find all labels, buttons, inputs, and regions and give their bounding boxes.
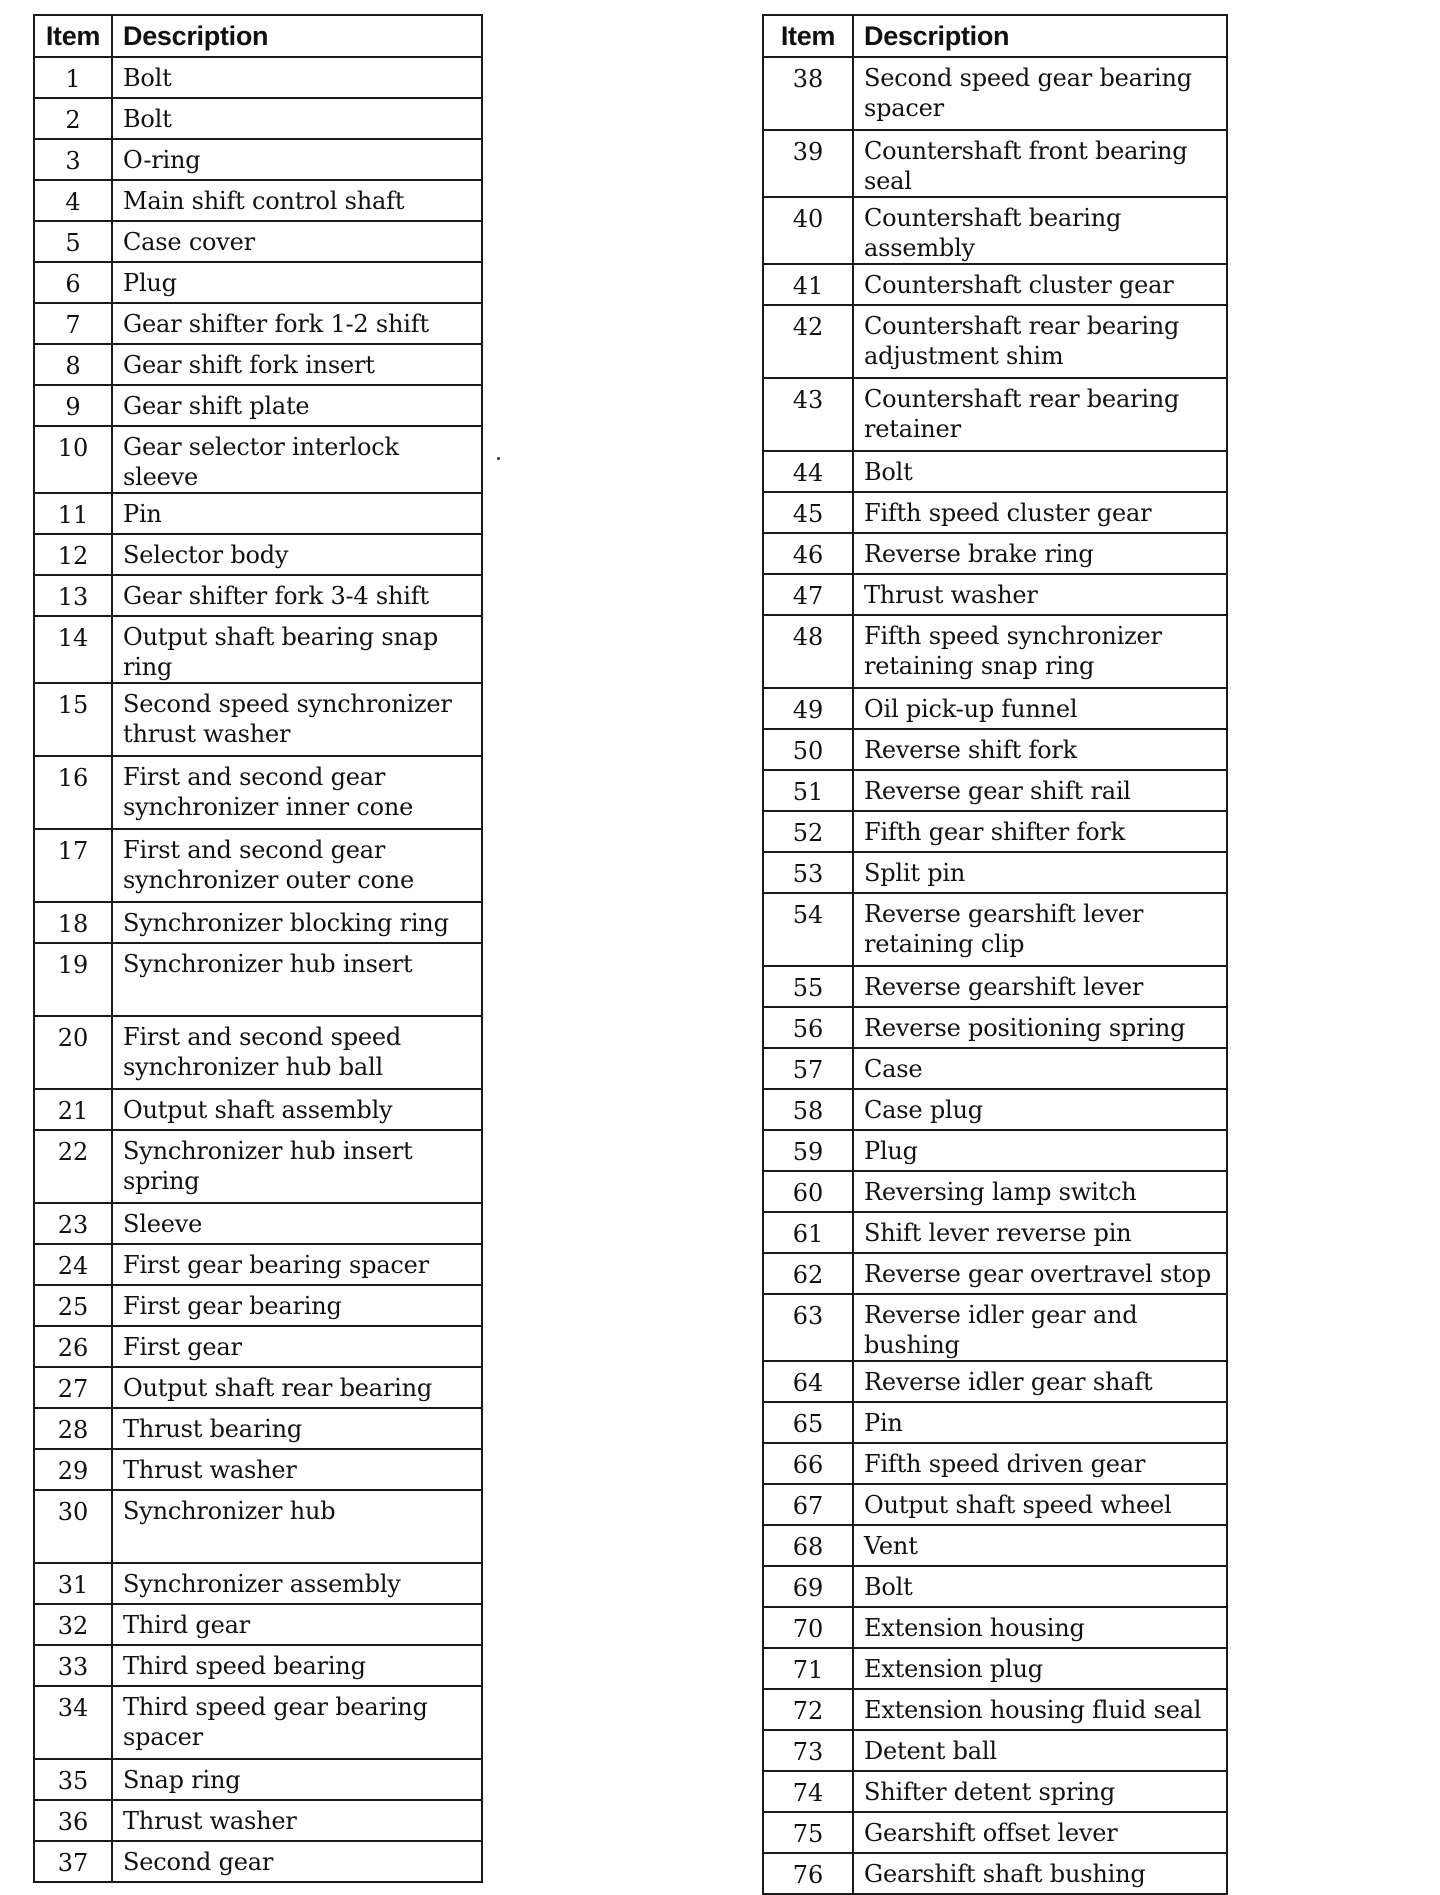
item-description: Fifth gear shifter fork [853, 811, 1227, 852]
item-description: Reversing lamp switch [853, 1171, 1227, 1212]
item-number: 14 [34, 616, 112, 683]
item-number: 56 [763, 1007, 853, 1048]
item-number: 10 [34, 426, 112, 493]
item-description: Gearshift shaft bushing [853, 1853, 1227, 1894]
item-description: Fifth speed synchronizer retaining snap ring [853, 615, 1227, 688]
item-number: 13 [34, 575, 112, 616]
item-number: 67 [763, 1484, 853, 1525]
table-row [763, 1730, 1227, 1771]
item-number: 42 [763, 305, 853, 378]
item-description: Countershaft rear bearing retainer [853, 378, 1227, 451]
item-description: Extension plug [853, 1648, 1227, 1689]
table-row [34, 1759, 482, 1800]
table-row [763, 1130, 1227, 1171]
table-row [34, 1449, 482, 1490]
item-description: Gearshift offset lever [853, 1812, 1227, 1853]
item-number: 62 [763, 1253, 853, 1294]
table-row [763, 1294, 1227, 1361]
item-description: Fifth speed driven gear [853, 1443, 1227, 1484]
item-number: 60 [763, 1171, 853, 1212]
table-row [34, 139, 482, 180]
table-row [763, 1771, 1227, 1812]
item-description: Output shaft bearing snap ring [112, 616, 482, 683]
item-description: Bolt [112, 57, 482, 98]
table-row [34, 98, 482, 139]
item-number: 21 [34, 1089, 112, 1130]
item-description: Vent [853, 1525, 1227, 1566]
item-number: 51 [763, 770, 853, 811]
item-number: 36 [34, 1800, 112, 1841]
item-number: 39 [763, 130, 853, 197]
item-description: Thrust washer [112, 1449, 482, 1490]
item-description: Oil pick-up funnel [853, 688, 1227, 729]
table-row [763, 811, 1227, 852]
table-row [34, 1408, 482, 1449]
table-row [763, 1048, 1227, 1089]
item-description: Gear selector interlock sleeve [112, 426, 482, 493]
table-row [763, 1607, 1227, 1648]
table-row [763, 1853, 1227, 1894]
item-description: Extension housing [853, 1607, 1227, 1648]
table-row [763, 615, 1227, 688]
item-description: Shifter detent spring [853, 1771, 1227, 1812]
item-description: Synchronizer hub insert spring [112, 1130, 482, 1203]
table-row [763, 1648, 1227, 1689]
item-description: Case [853, 1048, 1227, 1089]
item-description: Synchronizer hub [112, 1490, 482, 1563]
scan-speck [497, 457, 500, 460]
table-row [763, 1443, 1227, 1484]
table-row [763, 688, 1227, 729]
table-row [34, 943, 482, 1016]
table-row [763, 305, 1227, 378]
item-number: 12 [34, 534, 112, 575]
table-row [34, 180, 482, 221]
table-row [763, 1484, 1227, 1525]
item-number: 59 [763, 1130, 853, 1171]
item-description: Synchronizer assembly [112, 1563, 482, 1604]
table-row [763, 533, 1227, 574]
table-row [34, 1490, 482, 1563]
item-description: Output shaft rear bearing [112, 1367, 482, 1408]
table-row [763, 574, 1227, 615]
item-description: Plug [112, 262, 482, 303]
item-number: 33 [34, 1645, 112, 1686]
table-row [763, 1812, 1227, 1853]
table-row [34, 1800, 482, 1841]
item-number: 61 [763, 1212, 853, 1253]
item-number: 53 [763, 852, 853, 893]
item-description: Reverse gearshift lever retaining clip [853, 893, 1227, 966]
item-description: Third speed gear bearing spacer [112, 1686, 482, 1759]
table-row [34, 1841, 482, 1882]
item-number: 7 [34, 303, 112, 344]
item-number: 66 [763, 1443, 853, 1484]
item-number: 17 [34, 829, 112, 902]
item-description: First and second gear synchronizer outer cone [112, 829, 482, 902]
item-number: 27 [34, 1367, 112, 1408]
item-description: Main shift control shaft [112, 180, 482, 221]
table-row [34, 829, 482, 902]
item-number: 31 [34, 1563, 112, 1604]
item-description: Output shaft speed wheel [853, 1484, 1227, 1525]
table-row [763, 1212, 1227, 1253]
description-column-header: Description [112, 15, 482, 57]
table-row [34, 385, 482, 426]
item-description: Reverse idler gear and bushing [853, 1294, 1227, 1361]
item-number: 30 [34, 1490, 112, 1563]
item-number: 48 [763, 615, 853, 688]
item-description: Split pin [853, 852, 1227, 893]
item-number: 63 [763, 1294, 853, 1361]
item-description: O-ring [112, 139, 482, 180]
item-description: Third speed bearing [112, 1645, 482, 1686]
table-row [34, 1604, 482, 1645]
item-description: Snap ring [112, 1759, 482, 1800]
item-number: 1 [34, 57, 112, 98]
table-row [34, 1367, 482, 1408]
table-row [34, 902, 482, 943]
table-row [763, 1007, 1227, 1048]
item-description: Fifth speed cluster gear [853, 492, 1227, 533]
table-row [763, 57, 1227, 130]
item-column-header: Item [763, 15, 853, 57]
table-row [34, 344, 482, 385]
table-row [34, 1645, 482, 1686]
table-row [763, 770, 1227, 811]
item-number: 68 [763, 1525, 853, 1566]
item-description: Shift lever reverse pin [853, 1212, 1227, 1253]
table-row [34, 221, 482, 262]
item-number: 55 [763, 966, 853, 1007]
item-number: 29 [34, 1449, 112, 1490]
table-row [763, 451, 1227, 492]
item-description: Second gear [112, 1841, 482, 1882]
item-description: Thrust washer [112, 1800, 482, 1841]
item-description: Gear shifter fork 1-2 shift [112, 303, 482, 344]
item-number: 71 [763, 1648, 853, 1689]
item-description: Bolt [853, 1566, 1227, 1607]
table-row [763, 1253, 1227, 1294]
item-number: 40 [763, 197, 853, 264]
item-description: Bolt [853, 451, 1227, 492]
item-description: Third gear [112, 1604, 482, 1645]
item-description: Reverse positioning spring [853, 1007, 1227, 1048]
item-number: 50 [763, 729, 853, 770]
item-number: 41 [763, 264, 853, 305]
table-row [763, 1361, 1227, 1402]
parts-table-right [762, 14, 1228, 1895]
item-description: Selector body [112, 534, 482, 575]
item-number: 28 [34, 1408, 112, 1449]
item-number: 70 [763, 1607, 853, 1648]
item-number: 65 [763, 1402, 853, 1443]
item-number: 75 [763, 1812, 853, 1853]
item-description: Extension housing fluid seal [853, 1689, 1227, 1730]
item-number: 45 [763, 492, 853, 533]
item-description: Thrust washer [853, 574, 1227, 615]
item-number: 69 [763, 1566, 853, 1607]
table-row [34, 1686, 482, 1759]
item-number: 76 [763, 1853, 853, 1894]
table-row [34, 616, 482, 683]
table-header-row [763, 15, 1227, 57]
table-row [763, 130, 1227, 197]
table-row [34, 1563, 482, 1604]
item-description: Case plug [853, 1089, 1227, 1130]
item-description: Reverse gearshift lever [853, 966, 1227, 1007]
item-description: Reverse idler gear shaft [853, 1361, 1227, 1402]
item-number: 8 [34, 344, 112, 385]
table-row [34, 426, 482, 493]
table-row [763, 264, 1227, 305]
item-number: 34 [34, 1686, 112, 1759]
item-description: Pin [853, 1402, 1227, 1443]
item-description: Countershaft bearing assembly [853, 197, 1227, 264]
table-row [763, 492, 1227, 533]
item-description: Reverse gear shift rail [853, 770, 1227, 811]
item-number: 52 [763, 811, 853, 852]
table-row [763, 1566, 1227, 1607]
item-number: 35 [34, 1759, 112, 1800]
item-description: First and second speed synchronizer hub ball [112, 1016, 482, 1089]
item-number: 3 [34, 139, 112, 180]
table-row [763, 1689, 1227, 1730]
table-row [34, 1244, 482, 1285]
item-number: 47 [763, 574, 853, 615]
item-number: 25 [34, 1285, 112, 1326]
item-column-header: Item [34, 15, 112, 57]
item-number: 37 [34, 1841, 112, 1882]
item-description: Gear shift plate [112, 385, 482, 426]
item-description: Second speed synchronizer thrust washer [112, 683, 482, 756]
item-number: 72 [763, 1689, 853, 1730]
item-number: 20 [34, 1016, 112, 1089]
table-row [34, 756, 482, 829]
item-number: 23 [34, 1203, 112, 1244]
table-header-row [34, 15, 482, 57]
item-description: Thrust bearing [112, 1408, 482, 1449]
item-number: 18 [34, 902, 112, 943]
table-row [34, 1130, 482, 1203]
table-row [34, 1285, 482, 1326]
table-row [763, 729, 1227, 770]
table-row [34, 1089, 482, 1130]
table-row [34, 534, 482, 575]
table-row [34, 262, 482, 303]
item-number: 32 [34, 1604, 112, 1645]
item-number: 6 [34, 262, 112, 303]
item-number: 16 [34, 756, 112, 829]
item-description: Second speed gear bearing spacer [853, 57, 1227, 130]
item-number: 46 [763, 533, 853, 574]
item-description: Countershaft cluster gear [853, 264, 1227, 305]
item-number: 5 [34, 221, 112, 262]
item-description: Sleeve [112, 1203, 482, 1244]
item-number: 43 [763, 378, 853, 451]
table-row [34, 493, 482, 534]
item-number: 73 [763, 1730, 853, 1771]
item-description: Detent ball [853, 1730, 1227, 1771]
item-description: Reverse gear overtravel stop [853, 1253, 1227, 1294]
table-row [763, 378, 1227, 451]
item-description: Synchronizer blocking ring [112, 902, 482, 943]
table-row [763, 1089, 1227, 1130]
table-row [34, 1203, 482, 1244]
item-number: 22 [34, 1130, 112, 1203]
item-number: 9 [34, 385, 112, 426]
table-row [34, 57, 482, 98]
item-number: 19 [34, 943, 112, 1016]
table-row [34, 1016, 482, 1089]
table-row [763, 1525, 1227, 1566]
item-number: 24 [34, 1244, 112, 1285]
item-number: 4 [34, 180, 112, 221]
table-row [34, 683, 482, 756]
item-description: Output shaft assembly [112, 1089, 482, 1130]
item-description: Plug [853, 1130, 1227, 1171]
table-row [763, 966, 1227, 1007]
item-number: 11 [34, 493, 112, 534]
item-number: 57 [763, 1048, 853, 1089]
table-row [763, 1171, 1227, 1212]
description-column-header: Description [853, 15, 1227, 57]
item-description: First and second gear synchronizer inner cone [112, 756, 482, 829]
item-description: Pin [112, 493, 482, 534]
item-description: Gear shift fork insert [112, 344, 482, 385]
item-description: Gear shifter fork 3-4 shift [112, 575, 482, 616]
item-description: Reverse shift fork [853, 729, 1227, 770]
item-number: 64 [763, 1361, 853, 1402]
item-number: 26 [34, 1326, 112, 1367]
item-number: 74 [763, 1771, 853, 1812]
table-row [763, 852, 1227, 893]
item-description: Countershaft rear bearing adjustment shim [853, 305, 1227, 378]
table-row [34, 1326, 482, 1367]
item-description: First gear [112, 1326, 482, 1367]
item-description: First gear bearing spacer [112, 1244, 482, 1285]
item-description: First gear bearing [112, 1285, 482, 1326]
table-row [763, 893, 1227, 966]
table-row [34, 575, 482, 616]
item-number: 49 [763, 688, 853, 729]
item-description: Bolt [112, 98, 482, 139]
item-description: Reverse brake ring [853, 533, 1227, 574]
item-number: 38 [763, 57, 853, 130]
parts-table-left [33, 14, 483, 1883]
item-description: Case cover [112, 221, 482, 262]
table-row [34, 303, 482, 344]
item-number: 15 [34, 683, 112, 756]
item-number: 54 [763, 893, 853, 966]
table-row [763, 1402, 1227, 1443]
item-number: 58 [763, 1089, 853, 1130]
item-number: 2 [34, 98, 112, 139]
item-description: Countershaft front bearing seal [853, 130, 1227, 197]
item-number: 44 [763, 451, 853, 492]
item-description: Synchronizer hub insert [112, 943, 482, 1016]
table-row [763, 197, 1227, 264]
